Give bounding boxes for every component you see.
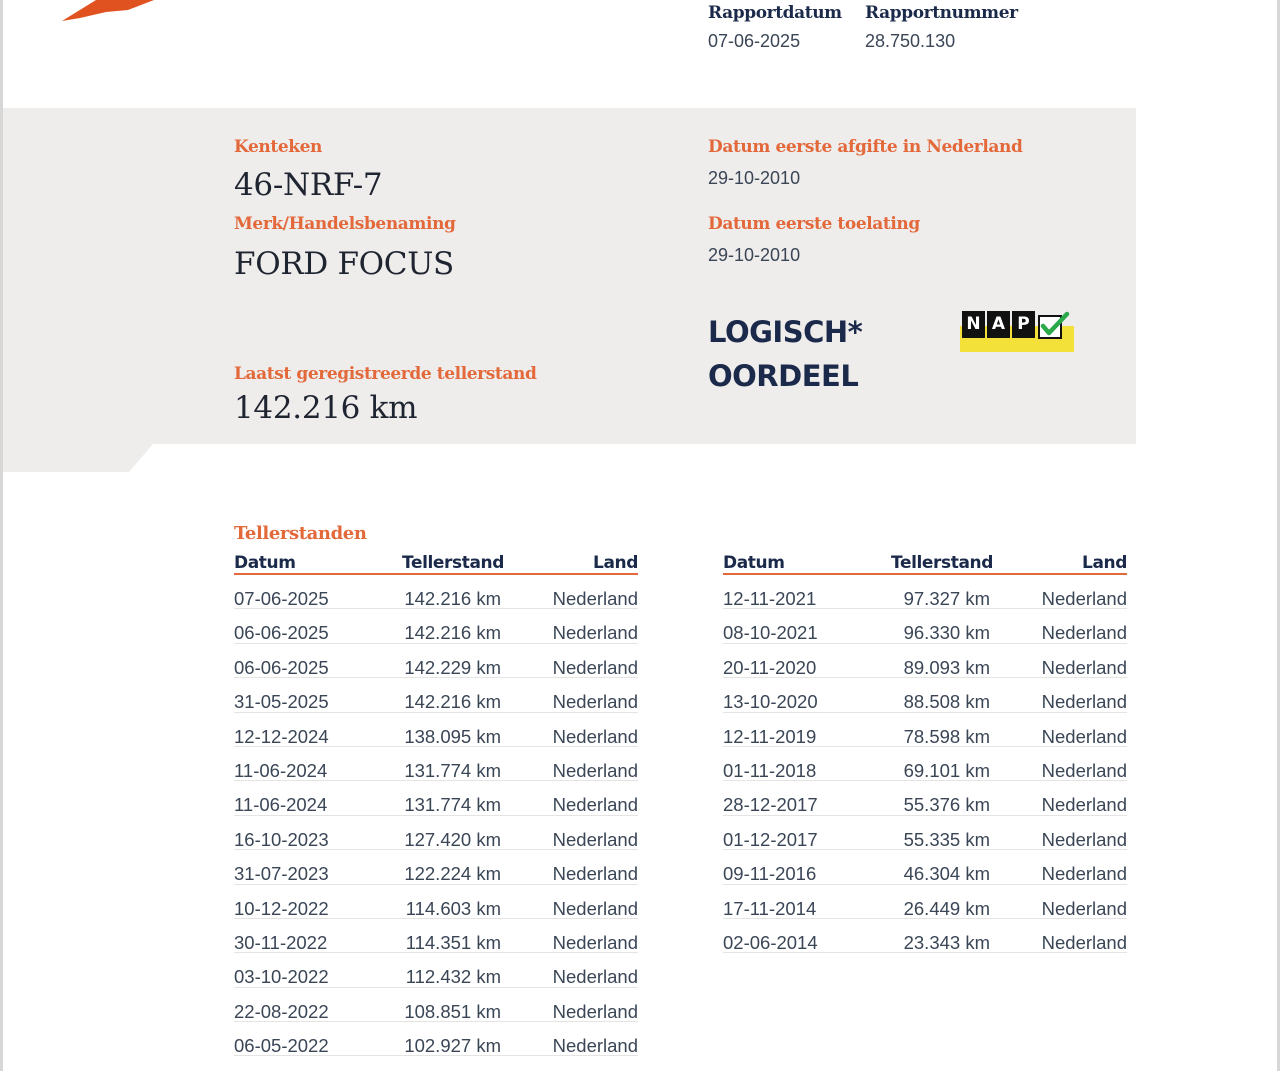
reading-country: Nederland — [552, 897, 638, 919]
first-issue-label: Datum eerste afgifte in Nederland — [708, 137, 1023, 157]
reading-odometer: 88.508 km — [903, 691, 990, 713]
reading-country: Nederland — [1041, 656, 1127, 678]
reading-date: 11-06-2024 — [234, 794, 328, 816]
report-date-value: 07-06-2025 — [708, 31, 801, 51]
reading-odometer: 69.101 km — [903, 759, 990, 781]
reading-country: Nederland — [552, 1000, 638, 1022]
reading-odometer: 138.095 km — [404, 725, 501, 747]
table-header — [234, 553, 638, 575]
reading-country: Nederland — [552, 691, 638, 713]
first-admission-value: 29-10-2010 — [708, 245, 801, 265]
reading-odometer: 114.351 km — [405, 931, 501, 953]
reading-date: 10-12-2022 — [234, 897, 329, 919]
table-row — [723, 816, 1127, 850]
brand-arrow-icon — [58, 0, 158, 24]
reading-date: 11-06-2024 — [234, 759, 328, 781]
odometer-value: 142.216 km — [234, 390, 418, 426]
table-row — [234, 885, 638, 919]
reading-date: 12-12-2024 — [234, 725, 329, 747]
table-row — [234, 988, 638, 1022]
report-number-label: Rapportnummer — [865, 3, 1018, 23]
reading-country: Nederland — [552, 966, 638, 988]
reading-country: Nederland — [552, 828, 638, 850]
readings-table-right — [723, 553, 1127, 953]
reading-date: 06-06-2025 — [234, 622, 329, 644]
reading-date: 09-11-2016 — [723, 863, 817, 885]
reading-date: 02-06-2014 — [723, 931, 818, 953]
reading-date: 31-05-2025 — [234, 691, 329, 713]
reading-date: 06-06-2025 — [234, 656, 329, 678]
table-row — [234, 609, 638, 643]
column-country: Land — [1082, 553, 1127, 573]
reading-country: Nederland — [552, 794, 638, 816]
first-issue-value: 29-10-2010 — [708, 168, 801, 188]
table-body — [723, 575, 1127, 953]
report-number-value: 28.750.130 — [865, 31, 956, 51]
reading-date: 06-05-2022 — [234, 1035, 329, 1057]
first-admission-label: Datum eerste toelating — [708, 214, 920, 234]
column-odometer: Tellerstand — [891, 553, 994, 573]
reading-country: Nederland — [1041, 622, 1127, 644]
odometer-label: Laatst geregistreerde tellerstand — [234, 364, 537, 384]
reading-country: Nederland — [1041, 759, 1127, 781]
reading-odometer: 114.603 km — [405, 897, 501, 919]
reading-date: 12-11-2019 — [723, 725, 817, 747]
reading-odometer: 26.449 km — [903, 897, 990, 919]
table-row — [234, 678, 638, 712]
table-row — [723, 713, 1127, 747]
reading-date: 28-12-2017 — [723, 794, 818, 816]
reading-odometer: 46.304 km — [903, 863, 990, 885]
plate-label: Kenteken — [234, 137, 323, 157]
reading-odometer: 78.598 km — [903, 725, 990, 747]
column-odometer: Tellerstand — [402, 553, 505, 573]
table-row — [723, 575, 1127, 609]
reading-date: 30-11-2022 — [234, 931, 328, 953]
nap-logo — [960, 310, 1074, 352]
table-row — [234, 575, 638, 609]
reading-odometer: 108.851 km — [404, 1000, 501, 1022]
reading-odometer: 112.432 km — [405, 966, 501, 988]
reading-date: 22-08-2022 — [234, 1000, 329, 1022]
panel-tab-decoration — [3, 444, 153, 472]
column-date: Datum — [723, 553, 785, 573]
table-row — [723, 747, 1127, 781]
column-country: Land — [593, 553, 638, 573]
check-icon — [1038, 311, 1070, 340]
readings-table-left — [234, 553, 638, 1056]
make-label: Merk/Handelsbenaming — [234, 214, 456, 234]
reading-odometer: 55.376 km — [903, 794, 990, 816]
reading-date: 17-11-2014 — [723, 897, 817, 919]
column-date: Datum — [234, 553, 296, 573]
reading-odometer: 122.224 km — [404, 863, 501, 885]
nap-letter-n: N — [962, 311, 985, 338]
reading-odometer: 142.216 km — [404, 691, 501, 713]
reading-country: Nederland — [552, 1035, 638, 1057]
table-body — [234, 575, 638, 1056]
reading-odometer: 55.335 km — [903, 828, 990, 850]
table-row — [234, 747, 638, 781]
reading-date: 08-10-2021 — [723, 622, 818, 644]
table-row — [723, 850, 1127, 884]
reading-odometer: 142.216 km — [404, 588, 501, 609]
reading-country: Nederland — [1041, 863, 1127, 885]
reading-odometer: 142.216 km — [404, 622, 501, 644]
reading-odometer: 102.927 km — [404, 1035, 501, 1057]
table-row — [234, 644, 638, 678]
reading-country: Nederland — [1041, 931, 1127, 953]
reading-date: 07-06-2025 — [234, 588, 329, 609]
reading-odometer: 89.093 km — [903, 656, 990, 678]
table-row — [234, 816, 638, 850]
reading-date: 01-12-2017 — [723, 828, 818, 850]
nap-letter-p: P — [1012, 311, 1035, 338]
reading-date: 16-10-2023 — [234, 828, 329, 850]
reading-country: Nederland — [1041, 897, 1127, 919]
reading-country: Nederland — [1041, 725, 1127, 747]
reading-country: Nederland — [1041, 828, 1127, 850]
table-row — [723, 678, 1127, 712]
table-row — [234, 1022, 638, 1056]
verdict-line-1: LOGISCH* — [708, 315, 863, 349]
plate-value: 46-NRF-7 — [234, 167, 383, 203]
reading-country: Nederland — [552, 588, 638, 609]
reading-odometer: 142.229 km — [404, 656, 501, 678]
table-row — [723, 644, 1127, 678]
reading-country: Nederland — [1041, 588, 1127, 609]
make-value: FORD FOCUS — [234, 246, 454, 282]
reading-country: Nederland — [1041, 794, 1127, 816]
reading-date: 01-11-2018 — [723, 759, 817, 781]
reading-country: Nederland — [552, 622, 638, 644]
table-row — [723, 781, 1127, 815]
table-row — [723, 885, 1127, 919]
reading-date: 13-10-2020 — [723, 691, 818, 713]
table-row — [234, 919, 638, 953]
verdict-line-2: OORDEEL — [708, 359, 859, 393]
vehicle-summary-panel — [3, 108, 1136, 444]
reading-country: Nederland — [552, 725, 638, 747]
reading-date: 12-11-2021 — [723, 588, 817, 609]
table-row — [234, 953, 638, 987]
reading-odometer: 96.330 km — [903, 622, 990, 644]
table-row — [234, 850, 638, 884]
reading-odometer: 97.327 km — [903, 588, 990, 609]
reading-country: Nederland — [1041, 691, 1127, 713]
reading-odometer: 23.343 km — [903, 931, 990, 953]
reading-odometer: 131.774 km — [404, 759, 501, 781]
table-row — [234, 713, 638, 747]
reading-country: Nederland — [552, 931, 638, 953]
reading-date: 20-11-2020 — [723, 656, 817, 678]
readings-title: Tellerstanden — [234, 523, 367, 544]
nap-letter-a: A — [987, 311, 1010, 338]
report-date-label: Rapportdatum — [708, 3, 842, 23]
reading-odometer: 131.774 km — [404, 794, 501, 816]
reading-date: 31-07-2023 — [234, 863, 329, 885]
table-row — [723, 609, 1127, 643]
table-header — [723, 553, 1127, 575]
reading-country: Nederland — [552, 759, 638, 781]
reading-odometer: 127.420 km — [404, 828, 501, 850]
reading-country: Nederland — [552, 656, 638, 678]
reading-date: 03-10-2022 — [234, 966, 329, 988]
table-row — [234, 781, 638, 815]
reading-country: Nederland — [552, 863, 638, 885]
table-row — [723, 919, 1127, 953]
